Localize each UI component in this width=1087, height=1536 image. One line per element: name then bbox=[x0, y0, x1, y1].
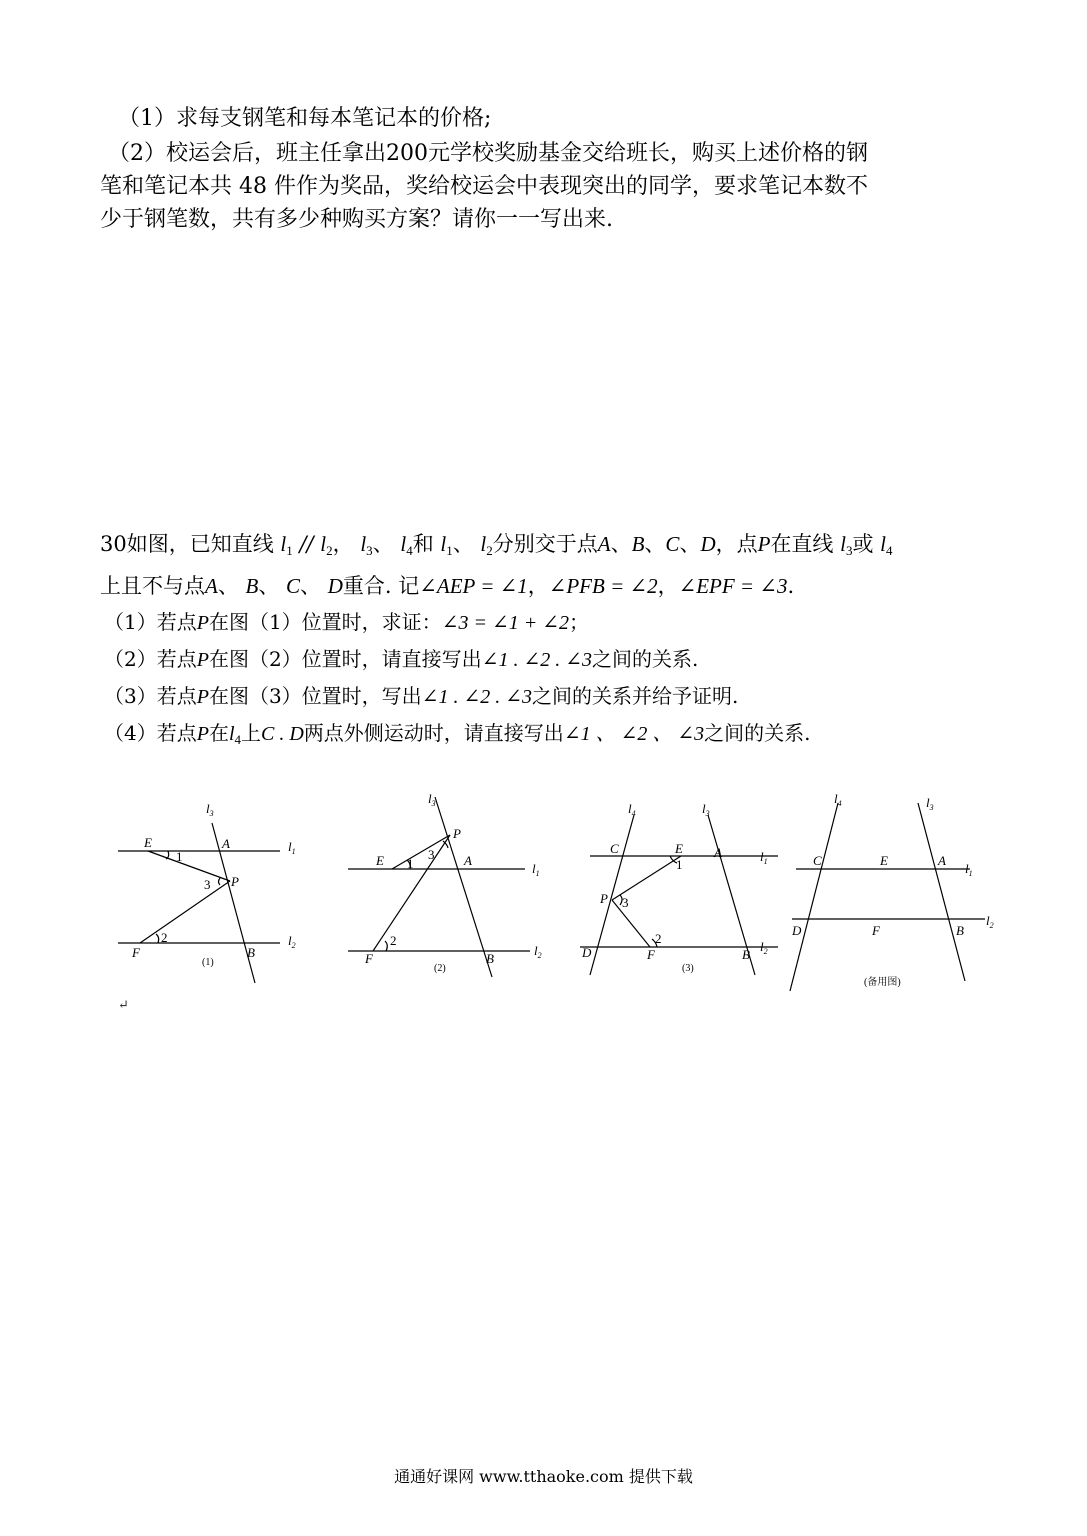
label-l2: $l_2$ bbox=[760, 939, 768, 956]
angle-3: 3 bbox=[622, 895, 629, 910]
math-l1b: $l_1$ bbox=[440, 532, 453, 558]
angle-2: 2 bbox=[655, 931, 662, 946]
text: 重合. 记 bbox=[342, 574, 420, 598]
math-l3b: $l_3$ bbox=[840, 532, 853, 558]
label-F: F bbox=[647, 947, 655, 962]
caption-3: (3) bbox=[682, 963, 694, 974]
point-P: P bbox=[196, 723, 209, 745]
segment-ep bbox=[392, 835, 450, 869]
problem30-line1 bbox=[100, 530, 893, 565]
caption-2: (2) bbox=[434, 963, 446, 974]
label-l1: $l_1$ bbox=[760, 849, 768, 866]
segment-pf bbox=[612, 900, 650, 947]
equation-aep: ∠AEP = ∠1 bbox=[419, 574, 528, 598]
label-E: E bbox=[880, 853, 888, 868]
figure-2 bbox=[348, 797, 530, 977]
text: 、 bbox=[258, 574, 287, 598]
caption-1: (1) bbox=[202, 957, 214, 968]
problem30-q4: （4）若点P在$l_4$上C . D两点外侧运动时，请直接写出∠1 、 ∠2 、 ∠3之间的关系. bbox=[104, 721, 811, 747]
points-cd: C . D bbox=[261, 723, 304, 745]
point-P: P bbox=[196, 649, 209, 671]
text: 、 bbox=[452, 532, 474, 556]
problem29-part1: （1）求每支钢笔和每本笔记本的价格; bbox=[118, 106, 492, 131]
label-A: A bbox=[222, 836, 230, 851]
angles-list: ∠1 . ∠2 . ∠3 bbox=[481, 649, 592, 671]
text: ， bbox=[527, 574, 549, 598]
point-P: P bbox=[757, 532, 771, 556]
point-D: D bbox=[700, 532, 716, 556]
label-l4: $l_4$ bbox=[834, 791, 842, 808]
line-l4 bbox=[790, 803, 838, 991]
math-l4: $l_4$ bbox=[228, 723, 242, 747]
angle-1: 1 bbox=[176, 849, 183, 864]
angle-1: 1 bbox=[407, 856, 414, 871]
point-A: A bbox=[597, 532, 611, 556]
label-l2: $l_2$ bbox=[534, 943, 542, 960]
segment-ep bbox=[148, 851, 230, 881]
equation-pfb: ∠PFB = ∠2 bbox=[548, 574, 658, 598]
text: 上且不与点 bbox=[100, 574, 205, 598]
problem29-part2-line1: （2）校运会后，班主任拿出200元学校奖励基金交给班长，购买上述价格的钢 bbox=[108, 141, 868, 166]
angle-3: 3 bbox=[428, 847, 435, 862]
math-l4: $l_4$ bbox=[400, 532, 413, 558]
figure-4 bbox=[790, 803, 985, 991]
label-A: A bbox=[464, 853, 472, 868]
label-E: E bbox=[144, 835, 152, 850]
problem30-q2: （2）若点P在图（2）位置时，请直接写出∠1 . ∠2 . ∠3之间的关系. bbox=[104, 647, 699, 671]
line-l3 bbox=[435, 797, 492, 977]
math-l1: $l_1$ bbox=[280, 532, 293, 558]
text: 、 bbox=[679, 532, 701, 556]
text: ，点 bbox=[715, 532, 758, 556]
problem30-q3: （3）若点P在图（3）位置时，写出∠1 . ∠2 . ∠3之间的关系并给予证明. bbox=[104, 684, 739, 708]
caption-4: (备用图) bbox=[864, 977, 901, 988]
problem30-line2 bbox=[100, 572, 794, 600]
text: 、 bbox=[610, 532, 632, 556]
point-C: C bbox=[286, 574, 301, 598]
label-l1: $l_1$ bbox=[532, 861, 540, 878]
paragraph-mark: ↵ bbox=[118, 998, 129, 1013]
figure-1 bbox=[118, 823, 280, 983]
point-A: A bbox=[205, 574, 218, 598]
math-l2: $l_2$ bbox=[320, 532, 333, 558]
point-P: P bbox=[196, 686, 209, 708]
point-D: D bbox=[327, 574, 343, 598]
label-B: B bbox=[742, 947, 750, 962]
label-l1: $l_1$ bbox=[288, 839, 296, 856]
label-F: F bbox=[132, 945, 140, 960]
point-B: B bbox=[245, 574, 259, 598]
text: ， bbox=[332, 532, 354, 556]
point-C: C bbox=[665, 532, 680, 556]
math-l2b: $l_2$ bbox=[480, 532, 493, 558]
label-C: C bbox=[610, 841, 619, 856]
angle-2: 2 bbox=[390, 933, 397, 948]
angle-arc bbox=[156, 934, 159, 943]
text: 分别交于点 bbox=[492, 532, 598, 556]
angle-1: 1 bbox=[676, 857, 683, 872]
parallel-symbol: // bbox=[299, 532, 314, 556]
problem29-part2-line2: 笔和笔记本共 48 件作为奖品，奖给校运会中表现突出的同学，要求笔记本数不 bbox=[100, 174, 868, 199]
label-l3: $l_3$ bbox=[702, 801, 710, 818]
angles-list: ∠1 、 ∠2 、 ∠3 bbox=[563, 723, 705, 745]
label-l1: $l_1$ bbox=[965, 861, 973, 878]
label-D: D bbox=[792, 923, 802, 938]
text: 、 bbox=[300, 574, 328, 598]
geometry-figures bbox=[110, 785, 1010, 1005]
text: 、 bbox=[372, 532, 394, 556]
label-A: A bbox=[714, 845, 722, 860]
math-l3: $l_3$ bbox=[360, 532, 373, 558]
label-P: P bbox=[600, 891, 608, 906]
angles-list: ∠1 . ∠2 . ∠3 bbox=[421, 686, 532, 708]
label-E: E bbox=[675, 841, 683, 856]
text: 、 bbox=[644, 532, 666, 556]
problem30-q1: （1）若点P在图（1）位置时，求证：∠3 = ∠1 + ∠2； bbox=[104, 610, 589, 634]
text: 、 bbox=[217, 574, 246, 598]
label-A: A bbox=[938, 853, 946, 868]
line-l3 bbox=[918, 803, 965, 981]
equation-epf: ∠EPF = ∠3 bbox=[678, 574, 788, 598]
label-P: P bbox=[231, 874, 239, 889]
label-P: P bbox=[453, 826, 461, 841]
text: 和 bbox=[412, 532, 434, 556]
segment-fp bbox=[140, 881, 230, 943]
label-l3: $l_3$ bbox=[926, 795, 934, 812]
label-l2: $l_2$ bbox=[288, 933, 296, 950]
label-F: F bbox=[365, 951, 373, 966]
angle-3: 3 bbox=[204, 877, 211, 892]
label-l3: $l_3$ bbox=[428, 791, 436, 808]
text: ， bbox=[657, 574, 679, 598]
label-D: D bbox=[582, 945, 592, 960]
text: 在直线 bbox=[770, 532, 834, 556]
math-l4b: $l_4$ bbox=[880, 532, 893, 558]
angle-arc bbox=[385, 941, 387, 951]
label-l3: $l_3$ bbox=[206, 801, 214, 818]
label-B: B bbox=[956, 923, 964, 938]
problem29-part2-line3: 少于钢笔数，共有多少种购买方案？请你一一写出来. bbox=[100, 207, 613, 232]
label-F: F bbox=[872, 923, 880, 938]
label-l2: $l_2$ bbox=[986, 913, 994, 930]
text: 或 bbox=[852, 532, 874, 556]
segment-fp bbox=[373, 835, 450, 951]
label-C: C bbox=[813, 853, 822, 868]
equation-proof: ∠3 = ∠1 + ∠2 bbox=[441, 612, 569, 634]
angle-arc bbox=[219, 878, 221, 885]
label-E: E bbox=[376, 853, 384, 868]
segment-pe bbox=[612, 856, 681, 900]
point-P: P bbox=[196, 612, 209, 634]
text: 如图，已知直线 bbox=[126, 532, 274, 556]
label-B: B bbox=[247, 945, 255, 960]
label-B: B bbox=[486, 951, 494, 966]
text: . bbox=[787, 574, 795, 598]
point-B: B bbox=[631, 532, 645, 556]
problem-number: 30 bbox=[100, 532, 127, 556]
angle-2: 2 bbox=[161, 930, 168, 945]
footer-text: 通通好课网 www.tthaoke.com 提供下载 bbox=[394, 1467, 693, 1486]
label-l4: $l_4$ bbox=[628, 801, 636, 818]
